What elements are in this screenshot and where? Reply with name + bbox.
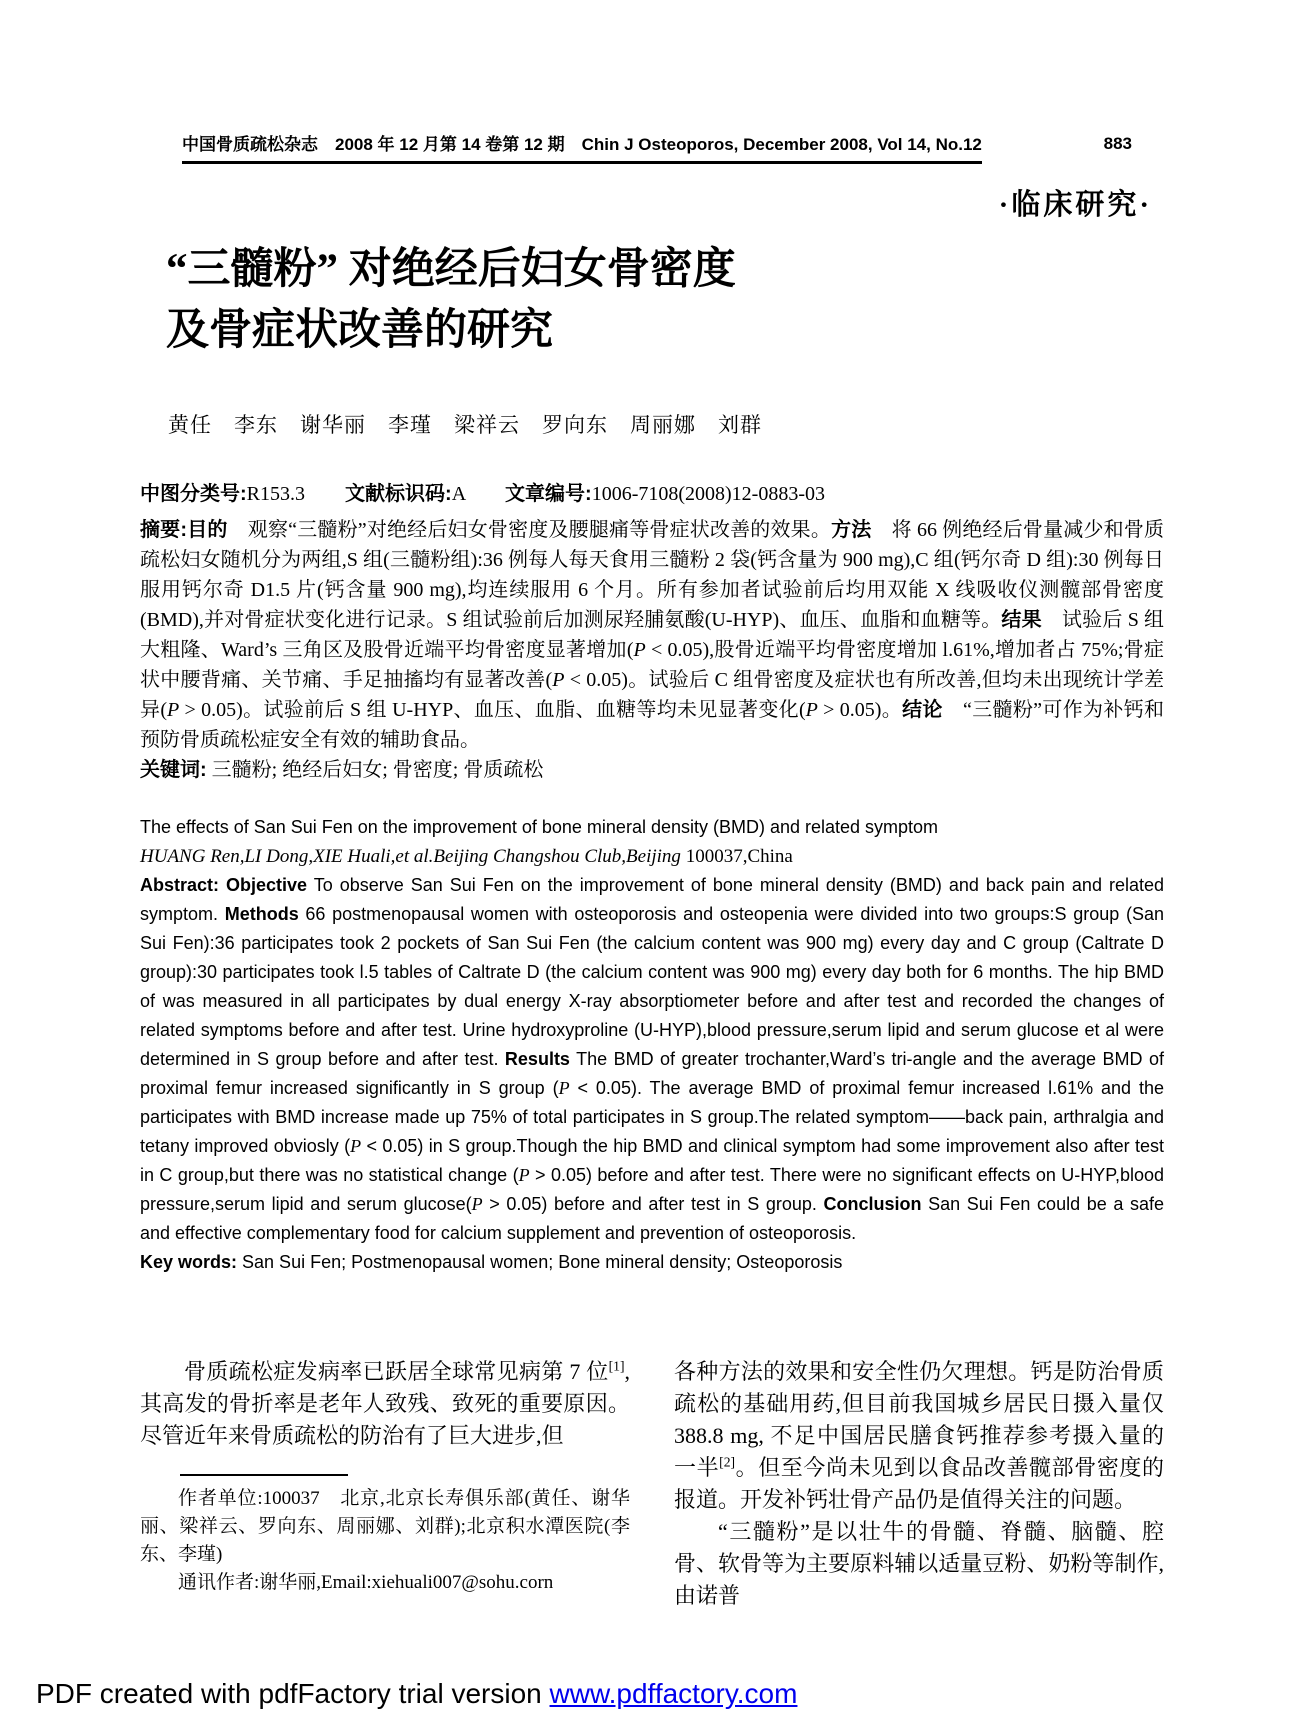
- chinese-abstract: 摘要:目的 观察“三髓粉”对绝经后妇女骨密度及腰腿痛等骨症状改善的效果。方法 将 66 例绝经后骨量减少和骨质疏松妇女随机分为两组,S 组(三髓粉组):36 例每人每天食用三髓粉 2 袋(钙含量为 900 mg),C 组(钙尔奇 D 组):30 例每日服用钙尔奇 D1.5 片(钙含量 900 mg),均连续服用 6 个月。所有参加者试验前后均用双能 X 线吸收仪测髋部骨密度(BMD),并对骨症状变化进行记录。S 组试验前后加测尿羟脯氨酸(U-HYP)、血压、血脂和血糖等。结果 试验后 S 组大粗隆、Ward’s 三角区及股骨近端平均骨密度显著增加(P < 0.05),股骨近端平均骨密度增加 l.61%,增加者占 75%;骨症状中腰背痛、关节痛、手足抽搐均有显著改善(P < 0.05)。试验后 C 组骨密度及症状也有所改善,但均未出现统计学差异(P > 0.05)。试验前后 S 组 U-HYP、血压、血脂、血糖等均未见显著变化(P > 0.05)。结论 “三髓粉”可作为补钙和预防骨质疏松症安全有效的辅助食品。: [140, 519, 1165, 752]
- page-number: 883: [1103, 134, 1132, 153]
- pdf-footer-text: PDF created with pdfFactory trial version: [36, 1678, 550, 1709]
- body-right-column: [674, 1356, 1164, 1612]
- authors-line: 黄任 李东 谢华丽 李瑾 梁祥云 罗向东 周丽娜 刘群: [168, 413, 762, 438]
- body-columns: [140, 1356, 1164, 1612]
- section-label: ·临床研究·: [998, 189, 1152, 221]
- article-title: [166, 239, 1164, 361]
- english-keywords: Key words: San Sui Fen; Postmenopausal women; Bone mineral density; Osteoporosis: [140, 1252, 843, 1273]
- body-paragraph-intro: 骨质疏松症发病率已跃居全球常见病第 7 位[1],其高发的骨折率是老年人致残、致死的重要原因。尽管近年来骨质疏松的防治有了巨大进步,但: [140, 1358, 630, 1448]
- footnote-divider: [180, 1474, 348, 1476]
- english-title: The effects of San Sui Fen on the improvement of bone mineral density (BMD) and related symptom: [140, 817, 939, 838]
- body-left-column: [140, 1356, 630, 1612]
- article-title-line1: “三髓粉” 对绝经后妇女骨密度: [166, 246, 736, 293]
- chinese-keywords: 关键词: 三髓粉; 绝经后妇女; 骨密度; 骨质疏松: [140, 759, 544, 782]
- page-header: [140, 0, 1164, 164]
- pdffactory-link[interactable]: www.pdffactory.com: [549, 1678, 798, 1709]
- body-paragraph-sansuifen: “三髓粉”是以壮牛的骨髓、脊髓、脑髓、腔骨、软骨等为主要原料辅以适量豆粉、奶粉等制作,由诺普: [674, 1519, 1164, 1608]
- english-authors: HUANG Ren,LI Dong,XIE Huali,et al.Beijing Changshou Club,Beijing 100037,China: [140, 846, 793, 868]
- english-abstract: Abstract: Objective To observe San Sui Fen on the improvement of bone mineral density (BMD) and back pain and related symptom. Methods 66 postmenopausal women with osteoporosis and osteopenia were divided into two groups:S group (San Sui Fen):36 participates took 2 pockets of San Sui Fen (the calcium content was 900 mg) every day and C group (Caltrate D group):30 participates took l.5 tables of Caltrate D (the calcium content was 900 mg) every day both for 6 months. The hip BMD of was measured in all participates by dual energy X-ray absorptiometer before and after test and recorded the changes of related symptoms before and after test. Urine hydroxyproline (U-HYP),blood pressure,serum lipid and serum glucose et al were determined in S group before and after test. Results The BMD of greater trochanter,Ward’s tri-angle and the average BMD of proximal femur increased significantly in S group (P < 0.05). The average BMD of proximal femur increased l.61% and the participates with BMD increase made up 75% of total participates in S group.The related symptom——back pain, arthralgia and tetany improved obviosly (P < 0.05) in S group.Though the hip BMD and clinical symptom had some improvement also after test in C group,but there was no statistical change (P > 0.05) before and after test. There were no significant effects on U-HYP,blood pressure,serum lipid and serum glucose(P > 0.05) before and after test in S group. Conclusion San Sui Fen could be a safe and effective complementary food for calcium supplement and prevention of osteoporosis.: [140, 875, 1165, 1244]
- article-title-line2: 及骨症状改善的研究: [166, 307, 553, 355]
- classification-line: 中图分类号:R153.3 文献标识码:A 文章编号:1006-7108(2008)12-0883-03: [140, 483, 826, 506]
- author-footnote: [140, 1474, 630, 1597]
- body-paragraph-calcium: 各种方法的效果和安全性仍欠理想。钙是防治骨质疏松的基础用药,但目前我国城乡居民日摄入量仅 388.8 mg, 不足中国居民膳食钙推荐参考摄入量的一半[2]。但至今尚未见到以食品改善髋部骨密度的报道。开发补钙壮骨产品仍是值得关注的问题。: [674, 1359, 1164, 1512]
- page-content: [140, 0, 1164, 1277]
- pdf-footer-note: [36, 1678, 797, 1710]
- footnote-correspondence: 通讯作者:谢华丽,Email:xiehuali007@sohu.corn: [178, 1572, 554, 1593]
- journal-citation-line: 中国骨质疏松杂志 2008 年 12 月第 14 卷第 12 期 Chin J Osteoporos, December 2008, Vol 14, No.12: [182, 130, 982, 164]
- footnote-affiliation: 作者单位:100037 北京,北京长寿俱乐部(黄任、谢华丽、梁祥云、罗向东、周丽娜、刘群);北京积水潭医院(李东、李瑾): [140, 1488, 630, 1565]
- english-abstract-block: [140, 813, 1164, 1277]
